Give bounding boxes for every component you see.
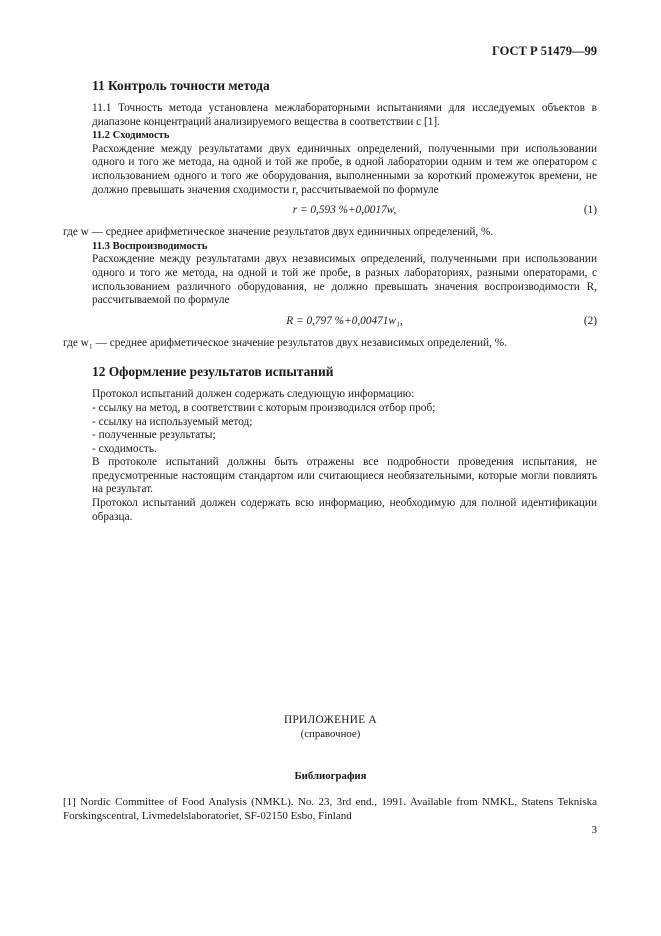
paragraph-11-1: 11.1 Точность метода установлена межлабораторными испытаниями для исследуемых объектов в диапазоне концентраций анализируемого вещества в соответствии с [1]. xyxy=(92,102,597,128)
paragraph-12-intro: Протокол испытаний должен содержать следующую информацию: xyxy=(92,388,415,401)
page-number: 3 xyxy=(591,824,597,836)
list-item: - ссылку на метод, в соответствии с которым производился отбор проб; xyxy=(92,401,436,414)
subsection-11-3-heading: 11.3 Воспроизводимость xyxy=(92,240,208,252)
section-11-heading: 11 Контроль точности метода xyxy=(92,78,270,93)
list-item: - сходимость. xyxy=(92,442,157,455)
formula-2-expression: R = 0,797 %+0,00471w₁, xyxy=(286,314,403,327)
list-item: - ссылку на используемый метод; xyxy=(92,415,253,428)
where-2: где w₁ — среднее арифметическое значение результатов двух независимых определений, %. xyxy=(63,336,507,349)
formula-2-number: (2) xyxy=(583,314,597,327)
protocol-list xyxy=(92,402,597,456)
bibliography-title: Библиография xyxy=(294,770,367,782)
list-item: - полученные результаты; xyxy=(92,429,216,442)
paragraph-12-identification: Протокол испытаний должен содержать всю информацию, необходимую для полной идентификации образца. xyxy=(92,497,597,523)
subsection-11-2-heading: 11.2 Сходимость xyxy=(92,130,170,142)
document-header: ГОСТ Р 51479—99 xyxy=(491,44,597,58)
appendix-note: (справочное) xyxy=(300,727,361,740)
appendix-block xyxy=(0,714,661,741)
formula-1 xyxy=(92,204,597,222)
bibliography-ref-1: [1] Nordic Committee of Food Analysis (NMKL). No. 23, 3rd end., 1991. Available from NMKL, Statens Tekniska Forskingscentral, Livmedelslaboratoriet, SF-02150 Esbo, Finland xyxy=(63,796,597,822)
section-12-heading: 12 Оформление результатов испытаний xyxy=(92,364,334,380)
paragraph-12-details: В протоколе испытаний должны быть отражены все подробности проведения испытания, не предусмотренные настоящим стандартом или считающиеся необязательными, которые могли повлиять на результат. xyxy=(92,456,597,496)
paragraph-11-2: Расхождение между результатами двух единичных определений, полученными при использовании одного и того же метода, на одной и той же пробе, в одной лаборатории одним и тем же оператором с использованием одного и того же оборудования, выполненными за короткий промежуток времени, не должно превышать значения сходимости r, рассчитываемой по формуле xyxy=(92,142,597,196)
formula-2 xyxy=(92,315,597,333)
main-content xyxy=(63,78,597,524)
formula-1-expression: r = 0,593 %+0,0017w, xyxy=(292,204,397,217)
paragraph-11-3: Расхождение между результатами двух независимых определений, полученными при использовании одного и того же метода, на одной и той же пробе, в разных лабораториях, разными операторами, с использованием различного оборудования, не должно превышать значения воспроизводимости R, рассчитываемой по формуле xyxy=(92,253,597,307)
where-1: где w — среднее арифметическое значение результатов двух единичных определений, %. xyxy=(63,226,494,239)
formula-1-number: (1) xyxy=(583,204,597,217)
appendix-title: ПРИЛОЖЕНИЕ А xyxy=(284,714,377,726)
